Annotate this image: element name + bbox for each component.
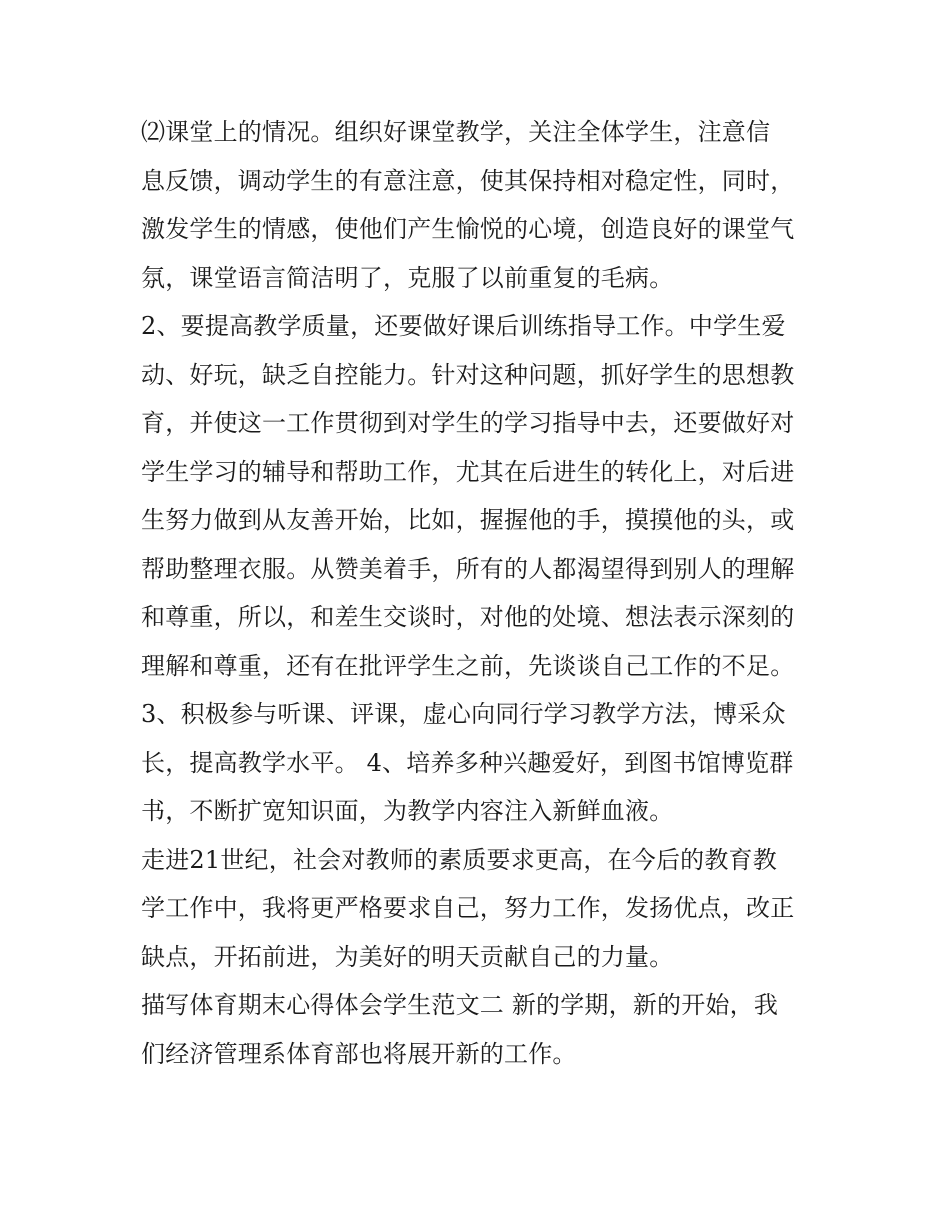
text-line: 书，不断扩宽知识面，为教学内容注入新鲜血液。 — [141, 797, 674, 825]
text-line: 3、积极参与听课、评课，虚心向同行学习教学方法，博采众 — [141, 700, 786, 728]
text-line: 缺点，开拓前进，为美好的明天贡献自己的力量。 — [141, 942, 674, 971]
text-line: 生努力做到从友善开始，比如，握握他的手，摸摸他的头，或 — [141, 506, 795, 534]
text-line: 帮助整理衣服。从赞美着手，所有的人都渴望得到别人的理解 — [141, 554, 795, 583]
text-line: ⑵课堂上的情况。组织好课堂教学，关注全体学生，注意信 — [141, 118, 771, 146]
document-body — [141, 108, 816, 1078]
text-line: 们经济管理系体育部也将展开新的工作。 — [141, 1039, 577, 1068]
text-line: 学工作中，我将更严格要求自己，努力工作，发扬优点，改正 — [141, 894, 795, 922]
text-line: 育，并使这一工作贯彻到对学生的学习指导中去，还要做好对 — [141, 409, 795, 437]
text-line: 激发学生的情感，使他们产生愉悦的心境，创造良好的课堂气 — [141, 215, 795, 243]
text-line: 和尊重，所以，和差生交谈时，对他的处境、想法表示深刻的 — [141, 603, 795, 631]
text-line: 描写体育期末心得体会学生范文二 新的学期，新的开始，我 — [141, 991, 779, 1019]
text-line: 走进21世纪，社会对教师的素质要求更高，在今后的教育教 — [141, 845, 777, 874]
text-line: 长，提高教学水平。 4、培养多种兴趣爱好，到图书馆博览群 — [141, 748, 794, 777]
text-line: 息反馈，调动学生的有意注意，使其保持相对稳定性，同时， — [141, 166, 795, 195]
text-line: 氛，课堂语言简洁明了，克服了以前重复的毛病。 — [141, 263, 674, 292]
text-line: 2、要提高教学质量，还要做好课后训练指导工作。中学生爱 — [141, 312, 786, 340]
text-line: 动、好玩，缺乏自控能力。针对这种问题，抓好学生的思想教 — [141, 360, 795, 389]
text-line: 理解和尊重，还有在批评学生之前，先谈谈自己工作的不足。 — [141, 651, 795, 680]
text-line: 学生学习的辅导和帮助工作，尤其在后进生的转化上，对后进 — [141, 457, 795, 486]
